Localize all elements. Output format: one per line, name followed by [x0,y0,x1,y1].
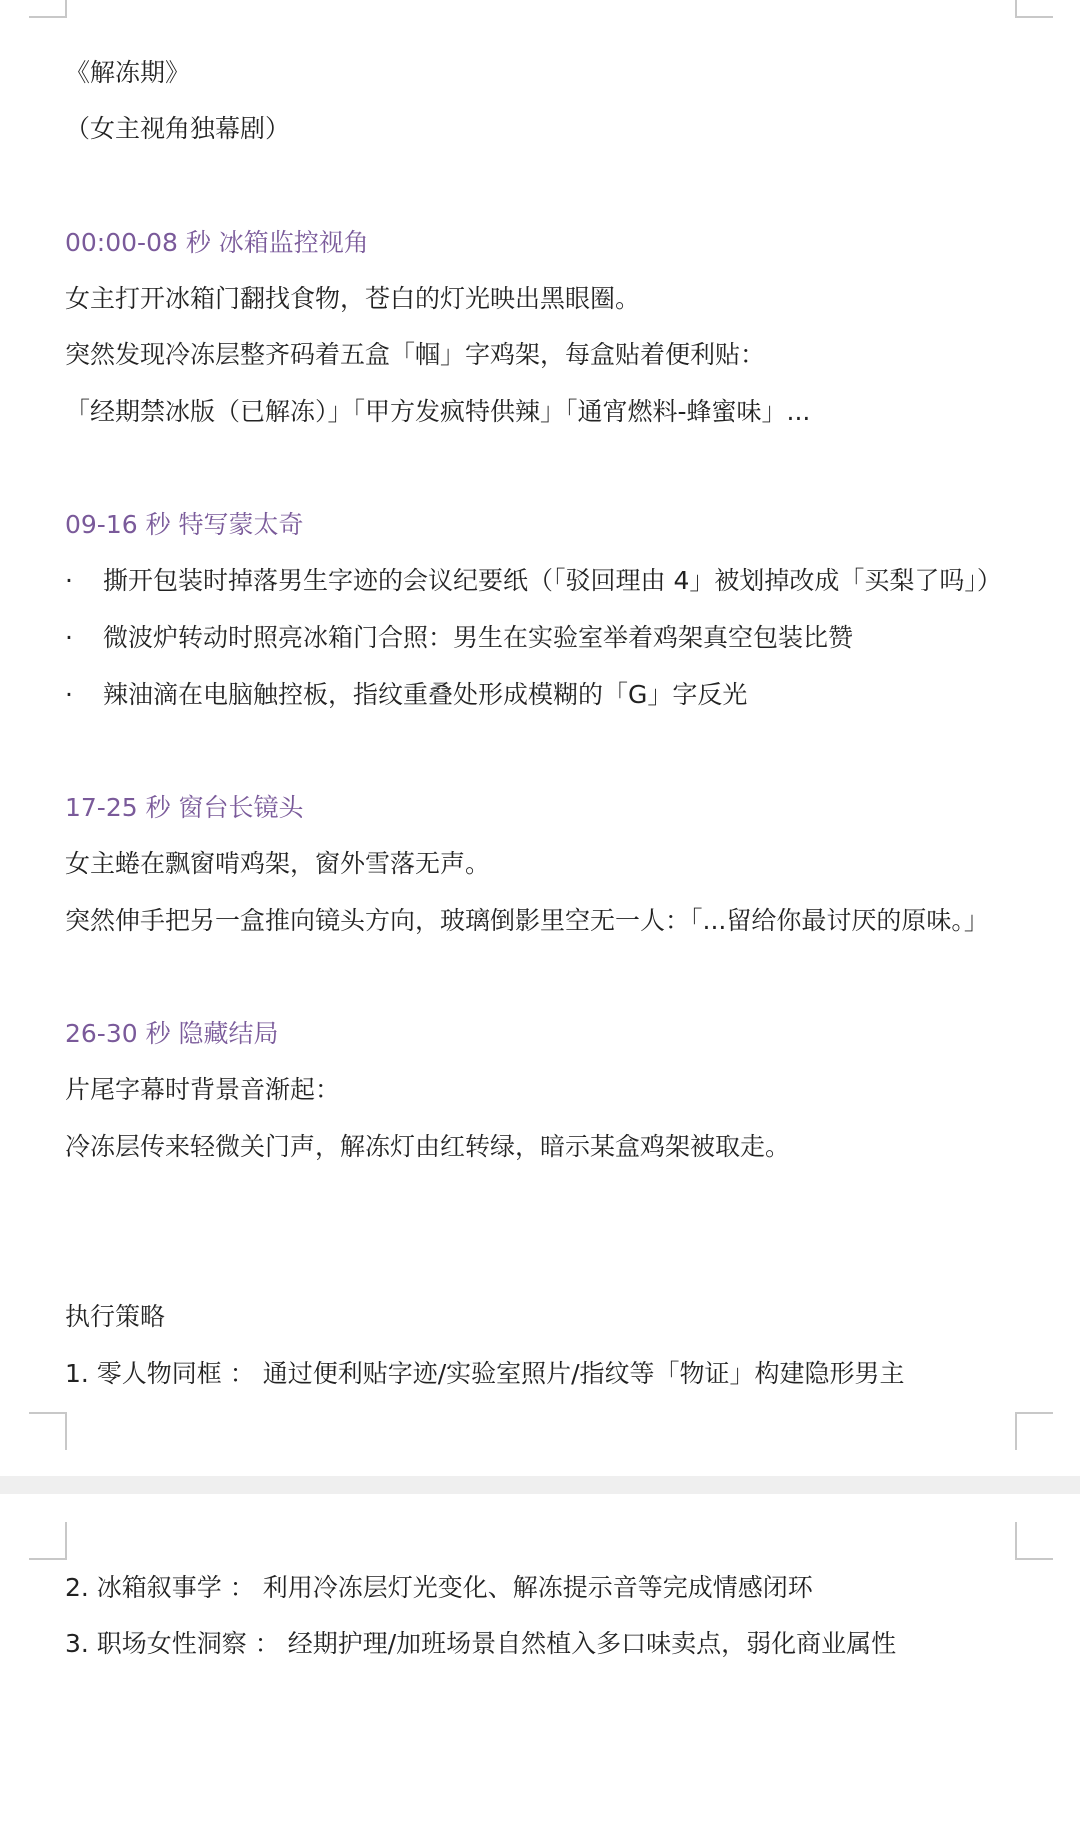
bullet-item [65,678,747,712]
paragraph: 突然伸手把另一盒推向镜头方向，玻璃倒影里空无一人：「...留给你最讨厌的原味。」 [65,906,989,935]
section-heading-1: 00:00-08 秒 冰箱监控视角 [65,228,369,257]
crop-mark-bottom-left [29,1412,67,1450]
paragraph: 冷冻层传来轻微关门声，解冻灯由红转绿，暗示某盒鸡架被取走。 [65,1132,791,1161]
bullet-item [65,564,1002,598]
paragraph: 女主蜷在飘窗啃鸡架，窗外雪落无声。 [65,849,491,878]
page-break [0,1476,1080,1494]
paragraph: 女主打开冰箱门翻找食物，苍白的灯光映出黑眼圈。 [65,284,641,313]
crop-mark-top-left [29,1522,67,1560]
document-page-2 [0,1494,1080,1823]
strategy-item: 1. 零人物同框 ： 通过便利贴字迹/实验室照片/指纹等「物证」构建隐形男主 [65,1359,905,1388]
document-title: 《解冻期》 [65,58,191,87]
section-heading-4: 26-30 秒 隐藏结局 [65,1019,279,1048]
crop-mark-bottom-right [1015,1412,1053,1450]
crop-mark-top-right [1015,0,1053,18]
paragraph: 「经期禁冰版（已解冻）」「甲方发疯特供辣」「通宵燃料-蜂蜜味」... [65,397,811,426]
section-heading-2: 09-16 秒 特写蒙太奇 [65,510,304,539]
bullet-dot: · [65,566,73,595]
bullet-item [65,621,853,655]
strategy-item: 2. 冰箱叙事学 ： 利用冷冻层灯光变化、解冻提示音等完成情感闭环 [65,1573,813,1602]
paragraph: 片尾字幕时背景音渐起： [65,1075,341,1104]
bullet-dot: · [65,680,73,709]
crop-mark-top-right [1015,1522,1053,1560]
strategy-heading: 执行策略 [65,1302,166,1331]
paragraph: 突然发现冷冻层整齐码着五盒「帼」字鸡架，每盒贴着便利贴： [65,340,766,369]
bullet-text: 撕开包装时掉落男生字迹的会议纪要纸（「驳回理由 4」被划掉改成「买梨了吗」） [103,566,1002,595]
strategy-item: 3. 职场女性洞察 ： 经期护理/加班场景自然植入多口味卖点，弱化商业属性 [65,1629,897,1658]
crop-mark-top-left [29,0,67,18]
bullet-dot: · [65,623,73,652]
section-heading-3: 17-25 秒 窗台长镜头 [65,793,304,822]
bullet-text: 辣油滴在电脑触控板，指纹重叠处形成模糊的「G」字反光 [103,680,748,709]
document-subtitle: （女主视角独幕剧） [65,114,291,143]
bullet-text: 微波炉转动时照亮冰箱门合照：男生在实验室举着鸡架真空包装比赞 [103,623,854,652]
